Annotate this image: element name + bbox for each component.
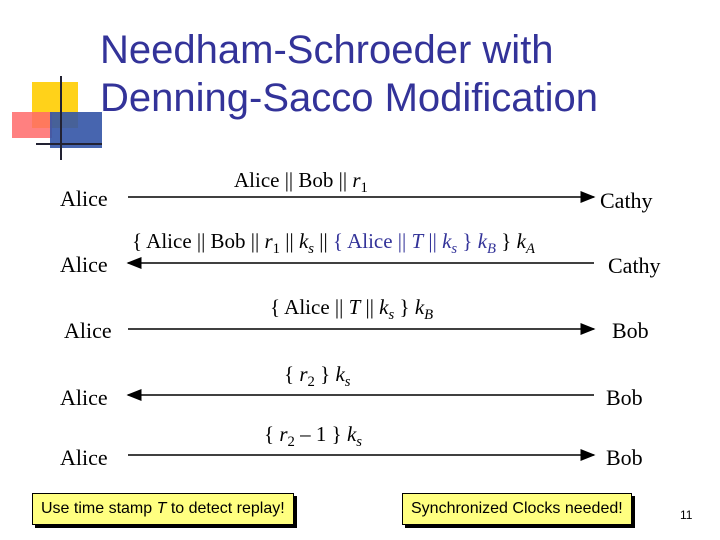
note-clocks: Synchronized Clocks needed! bbox=[402, 493, 632, 525]
message-4-rendered: { $r_2$ } $k_s$ bbox=[284, 362, 351, 391]
right-party-2: Cathy bbox=[608, 253, 661, 278]
left-party-1: Alice bbox=[60, 186, 108, 211]
right-party-4: Bob bbox=[606, 385, 643, 410]
message-3-rendered: { Alice || T || $k_s$ } $k_B$ bbox=[270, 295, 434, 324]
note-replay: Use time stamp T to detect replay! bbox=[32, 493, 294, 525]
left-party-4: Alice bbox=[60, 385, 108, 410]
message-1-rendered: Alice || Bob || $r_1$ bbox=[234, 168, 368, 197]
right-party-3: Bob bbox=[612, 318, 649, 343]
page-number: 11 bbox=[680, 508, 693, 522]
left-party-5: Alice bbox=[60, 445, 108, 470]
right-party-5: Bob bbox=[606, 445, 643, 470]
message-5-rendered: { $r_2 - 1$ } $k_s$ bbox=[264, 422, 363, 451]
left-party-3: Alice bbox=[64, 318, 112, 343]
left-party-2: Alice bbox=[60, 252, 108, 277]
message-2-rendered: { Alice || Bob || $r_1$ || $k_s$ || { Alice || T || $k_s$ } $k_B$ } $k_A$ bbox=[132, 229, 535, 258]
right-party-1: Cathy bbox=[600, 188, 653, 213]
title-line-2: Denning-Sacco Modification bbox=[100, 76, 599, 120]
title-line-1: Needham-Schroeder with bbox=[100, 28, 554, 72]
